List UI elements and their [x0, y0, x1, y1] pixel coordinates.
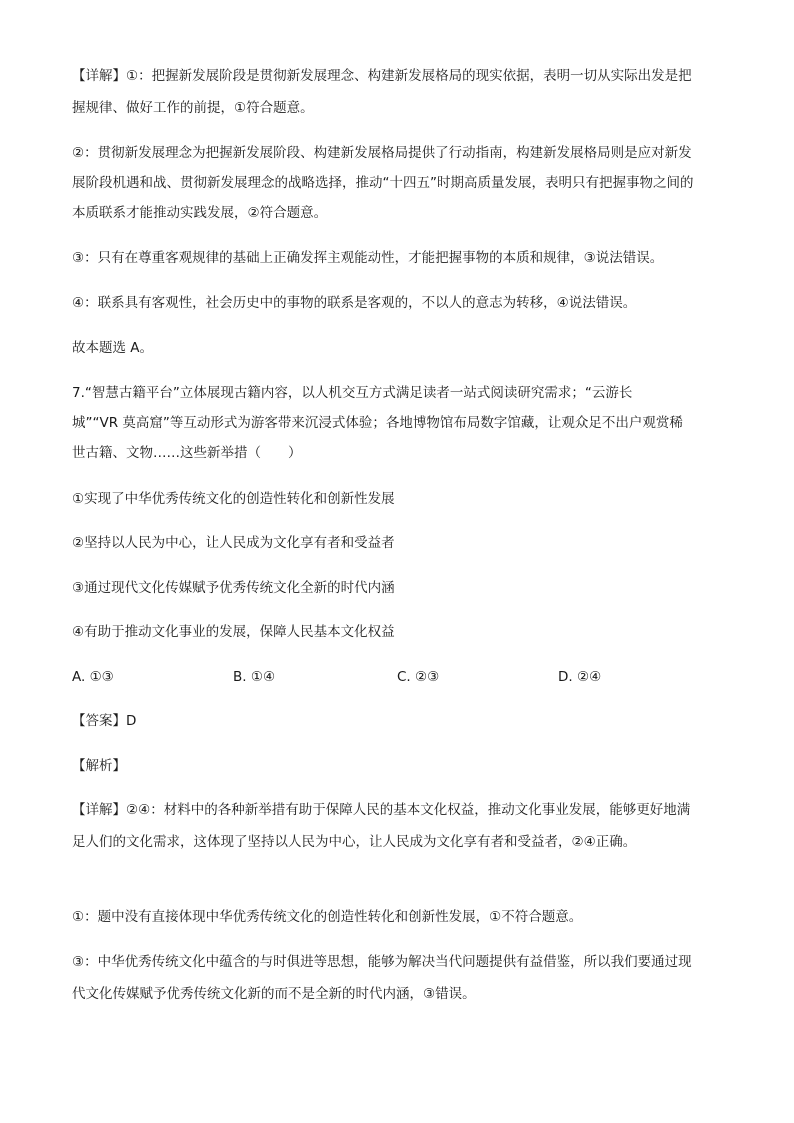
point2-line-3: 本质联系才能推动实践发展，②符合题意。 — [72, 205, 328, 221]
option-c: C. ②③ — [397, 669, 440, 685]
detail-new-line-2: 足人们的文化需求，这体现了坚持以人民为中心，让人民成为文化享有者和受益者，②④正确。 — [72, 834, 637, 850]
statement-1: ①实现了中华优秀传统文化的创造性转化和创新性发展 — [72, 491, 395, 507]
question-line-3: 世古籍、文物……这些新举措（ ） — [72, 445, 302, 461]
option-b: B. ①④ — [233, 669, 276, 685]
option-a: A. ①③ — [72, 669, 114, 685]
point3-new-line-1: ③：中华优秀传统文化中蕴含的与时俱进等思想，能够为解决当代问题提供有益借鉴，所以我们要通过现 — [72, 954, 692, 970]
statement-3: ③通过现代文化传媒赋予优秀传统文化全新的时代内涵 — [72, 580, 395, 596]
point3-new-line-2: 代文化传媒赋予优秀传统文化新的而不是全新的时代内涵，③错误。 — [72, 986, 476, 1002]
detail-prev-line-2: 握规律、做好工作的前提，①符合题意。 — [72, 100, 314, 116]
statement-4: ④有助于推动文化事业的发展，保障人民基本文化权益 — [72, 624, 395, 640]
analysis-label: 【解析】 — [72, 758, 126, 774]
point1-new-text: ①：题中没有直接体现中华优秀传统文化的创造性转化和创新性发展，①不符合题意。 — [72, 909, 583, 925]
detail-prev-line-1: 【详解】①：把握新发展阶段是贯彻新发展理念、构建新发展格局的现实依据，表明一切从实际出发是把 — [72, 68, 692, 84]
question-line-1: 7.“智慧古籍平台”立体展现古籍内容，以人机交互方式满足读者一站式阅读研究需求；“云游长 — [72, 385, 633, 401]
conclusion-text: 故本题选 A。 — [72, 340, 154, 356]
point4-text: ④：联系具有客观性，社会历史中的事物的联系是客观的，不以人的意志为转移，④说法错误。 — [72, 295, 637, 311]
point3-text: ③：只有在尊重客观规律的基础上正确发挥主观能动性，才能把握事物的本质和规律，③说法错误。 — [72, 250, 664, 266]
question-line-2: 城”“VR 莫高窟”等互动形式为游客带来沉浸式体验；各地博物馆布局数字馆藏，让观众足不出户观赏稀 — [72, 415, 683, 431]
point2-line-1: ②：贯彻新发展理念为把握新发展阶段、构建新发展格局提供了行动指南，构建新发展格局则是应对新发 — [72, 145, 692, 161]
point2-line-2: 展阶段机遇和战、贯彻新发展理念的战略选择，推动“十四五”时期高质量发展，表明只有把握事物之间的 — [72, 175, 694, 191]
answer-label: 【答案】D — [72, 713, 137, 729]
statement-2: ②坚持以人民为中心，让人民成为文化享有者和受益者 — [72, 535, 395, 551]
detail-new-line-1: 【详解】②④：材料中的各种新举措有助于保障人民的基本文化权益，推动文化事业发展，能够更好地满 — [72, 802, 691, 818]
option-d: D. ②④ — [558, 669, 602, 685]
